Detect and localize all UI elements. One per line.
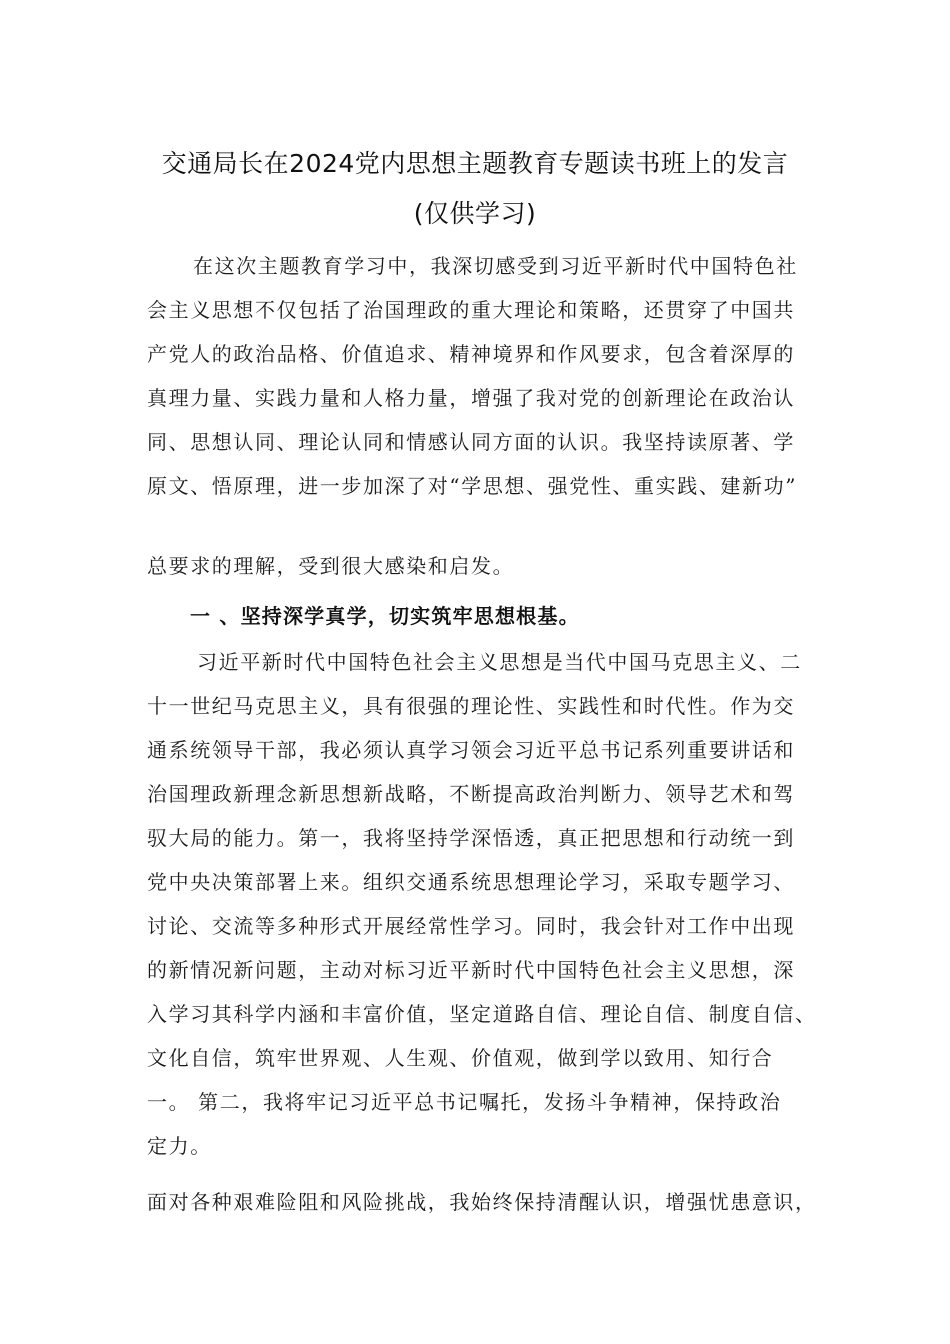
paragraph-line: 驭大局的能力。第一，我将坚持学深悟透，真正把思想和行动统一到 [147, 826, 795, 850]
paragraph-line: 习近平新时代中国特色社会主义思想是当代中国马克思主义、二 [197, 650, 802, 674]
document-subtitle: (仅供学习) [413, 199, 537, 228]
paragraph-line: 十一世纪马克思主义，具有很强的理论性、实践性和时代性。作为交 [147, 694, 795, 718]
paragraph-line: 在这次主题教育学习中，我深切感受到习近平新时代中国特色社 [193, 254, 798, 278]
paragraph-line: 文化自信，筑牢世界观、人生观、价值观，做到学以致用、知行合 [147, 1046, 774, 1070]
paragraph-line: 定力。 [147, 1134, 212, 1158]
paragraph-line: 的新情况新问题，主动对标习近平新时代中国特色社会主义思想，深 [147, 958, 795, 982]
paragraph-line: 会主义思想不仅包括了治国理政的重大理论和策略，还贯穿了中国共 [147, 298, 795, 322]
paragraph-line: 同、思想认同、理论认同和情感认同方面的认识。我坚持读原著、学 [147, 430, 795, 454]
paragraph-line: 入学习其科学内涵和丰富价值，坚定道路自信、理论自信、制度自信、 [147, 1002, 817, 1026]
paragraph-line: 真理力量、实践力量和人格力量，增强了我对党的创新理论在政治认 [147, 386, 795, 410]
section-paragraph [147, 640, 827, 1168]
paragraph-line: 讨论、交流等多种形式开展经常性学习。同时，我会针对工作中出现 [147, 914, 795, 938]
paragraph-line: 通系统领导干部，我必须认真学习领会习近平总书记系列重要讲话和 [147, 738, 795, 762]
document-title: 交通局长在2024党内思想主题教育专题读书班上的发言 [161, 149, 789, 178]
paragraph-line: 原文、悟原理，进一步加深了对“学思想、强党性、重实践、建新功” [147, 474, 798, 498]
intro-paragraph-tail [147, 544, 827, 588]
paragraph-line: 产党人的政治品格、价值追求、精神境界和作风要求，包含着深厚的 [147, 342, 795, 366]
intro-paragraph [147, 244, 827, 508]
paragraph-line: 面对各种艰难险阻和风险挑战，我始终保持清醒认识，增强忧患意识， [147, 1190, 817, 1214]
closing-paragraph [147, 1180, 827, 1224]
paragraph-line: 一。 第二，我将牢记习近平总书记嘱托，发扬斗争精神，保持政治 [147, 1090, 782, 1114]
section-heading: 一 、坚持深学真学，切实筑牢思想根基。 [190, 604, 580, 628]
paragraph-line: 党中央决策部署上来。组织交通系统思想理论学习，采取专题学习、 [147, 870, 795, 894]
paragraph-line: 治国理政新理念新思想新战略，不断提高政治判断力、领导艺术和驾 [147, 782, 795, 806]
paragraph-line: 总要求的理解，受到很大感染和启发。 [147, 554, 515, 578]
